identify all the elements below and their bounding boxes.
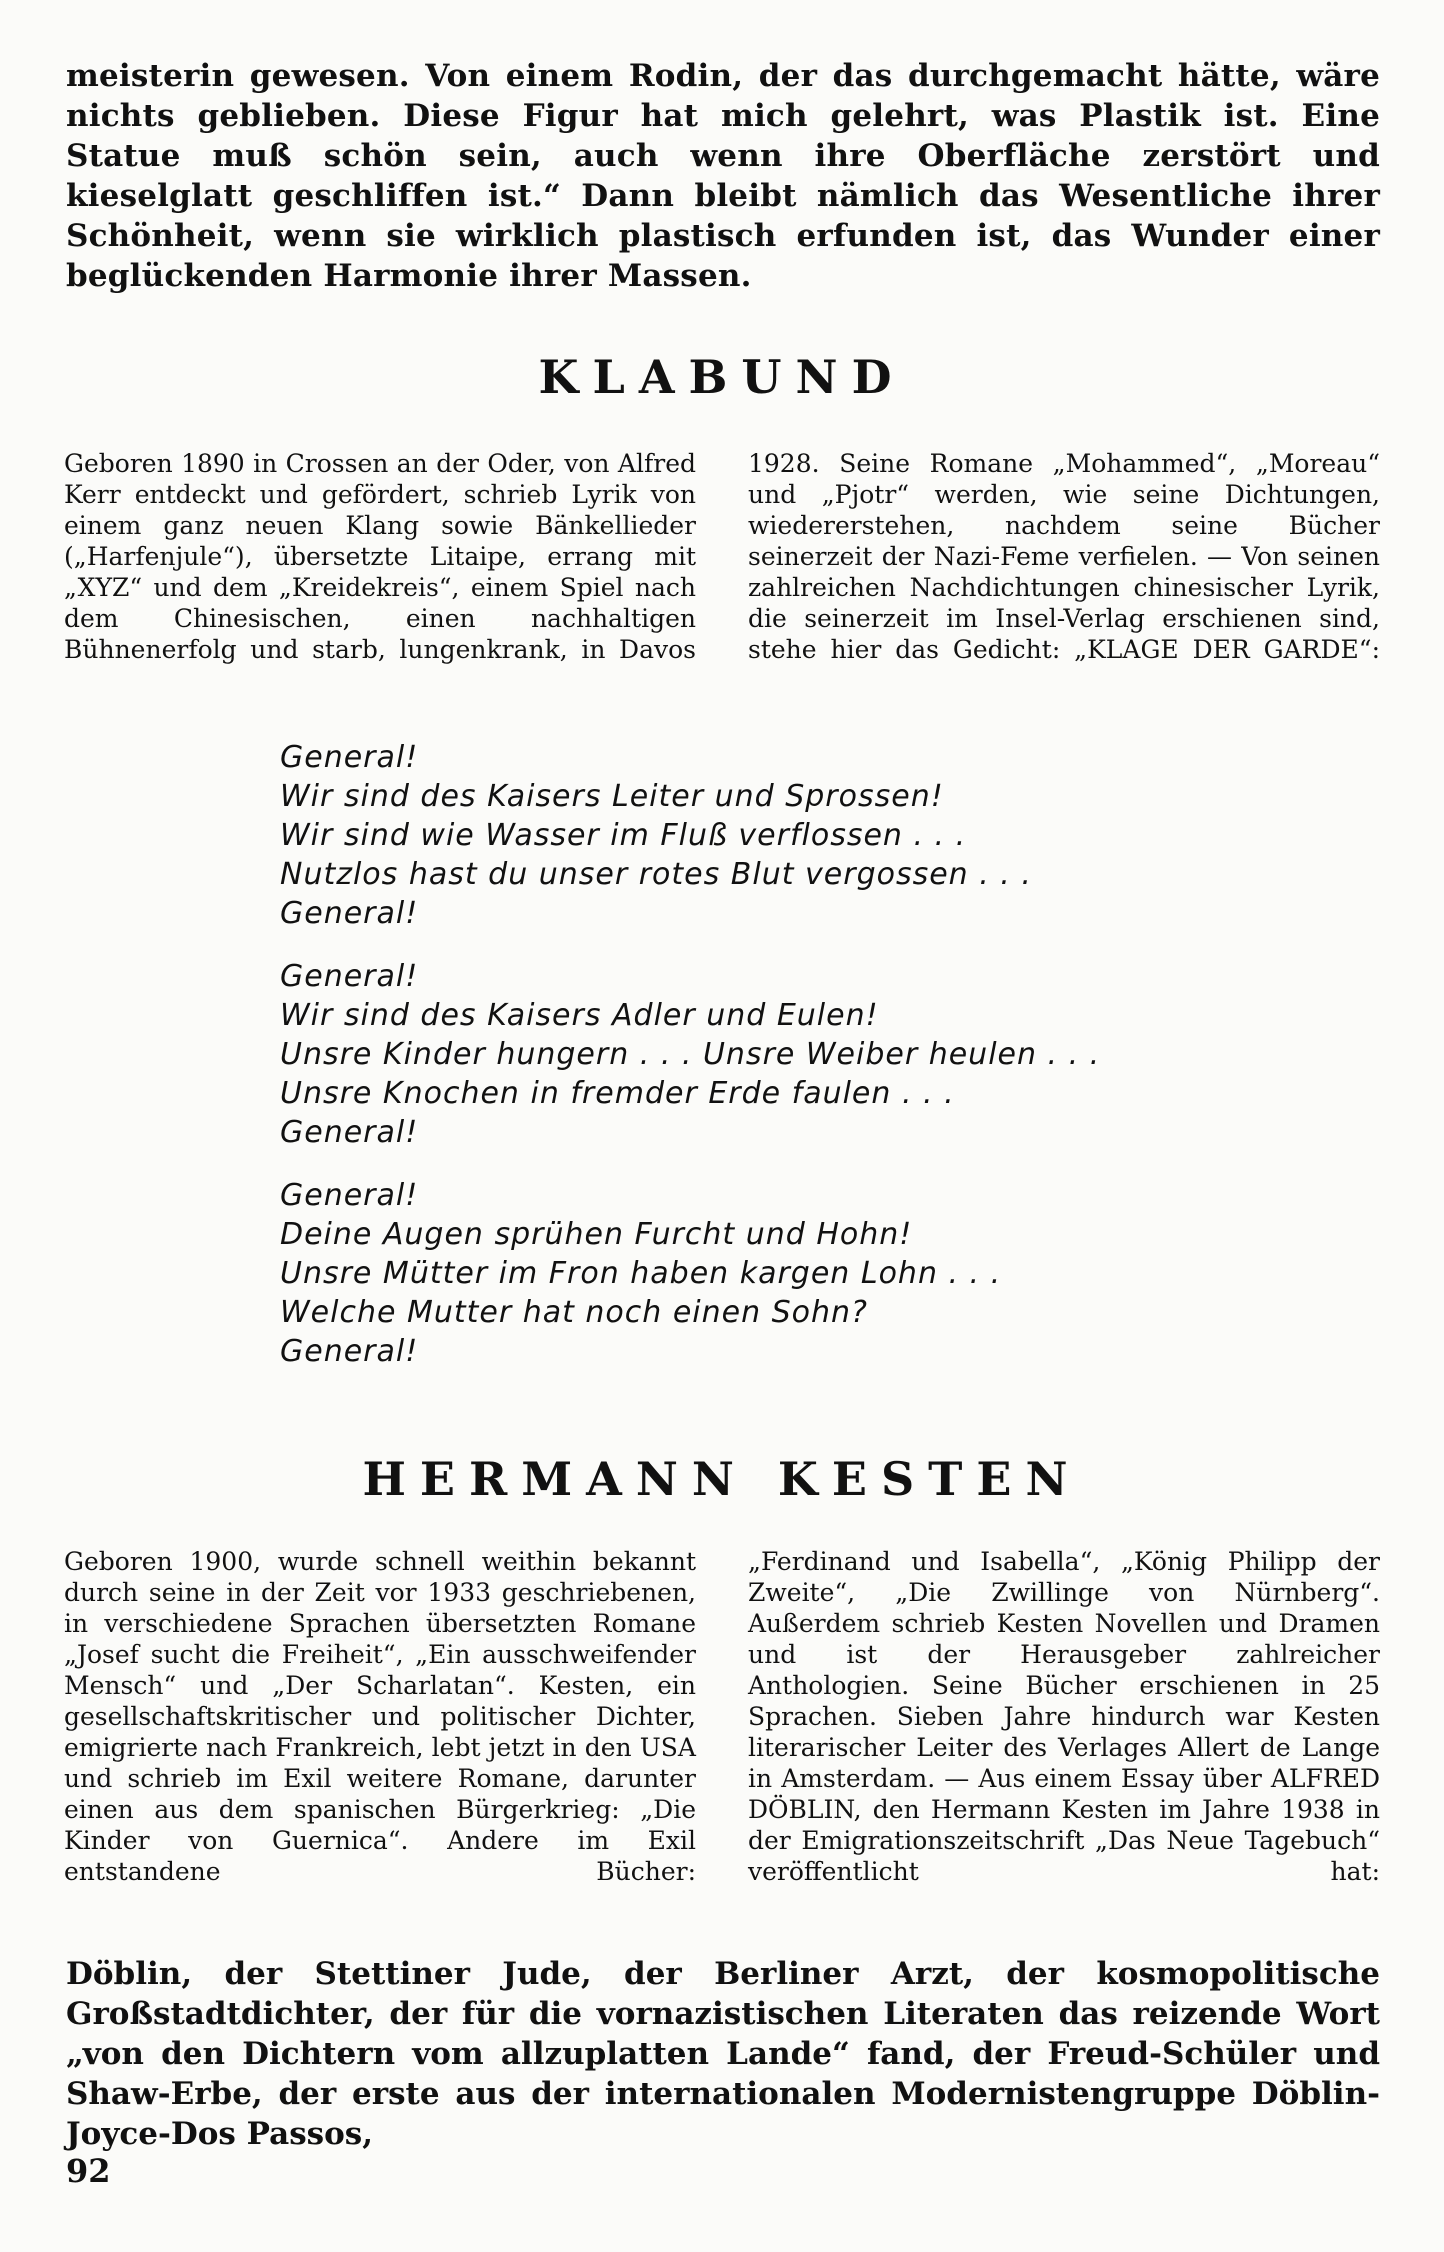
intro-paragraph: meisterin gewesen. Von einem Rodin, der das durchgemacht hätte, wäre nichts geblieben. Diese Figur hat mich gelehrt, was Plastik ist. Eine Statue muß schön sein, auch wenn ihre Oberfläche zerstört und kieselglatt geschliffen ist.“ Dann bleibt nämlich das Wesentliche ihrer Schönheit, wenn sie wirklich plastisch erfunden ist, das Wunder einer beglückenden Harmonie ihrer Massen. (66, 58, 1380, 294)
poem-stanza (280, 957, 1180, 1152)
poem-line: General! (280, 1178, 419, 1213)
poem-line: Wir sind wie Wasser im Fluß verflossen . . . (280, 818, 967, 853)
poem-line: Unsre Kinder hungern . . . Unsre Weiber heulen . . . (280, 1037, 1101, 1072)
poem-line: Unsre Mütter im Fron haben kargen Lohn . . . (280, 1256, 1002, 1291)
poem-line: General! (280, 740, 419, 775)
kesten-bio-right: „Ferdinand und Isabella“, „König Philipp der Zweite“, „Die Zwillinge von Nürnberg“. Außerdem schrieb Kesten Novellen und Dramen und ist der Herausgeber zahlreicher Anthologien. Seine Bücher erschienen in 25 Sprachen. Sieben Jahre hindurch war Kesten literarischer Leiter des Verlages Allert de Lange in Amsterdam. — Aus einem Essay über ALFRED DÖBLIN, den Hermann Kesten im Jahre 1938 in der Emigrationszeitschrift „Das Neue Tagebuch“ veröffentlicht hat: (748, 1547, 1380, 1886)
poem-line: Nutzlos hast du unser rotes Blut vergossen . . . (280, 857, 1032, 892)
kesten-heading: HERMANN KESTEN (362, 1452, 1082, 1506)
poem-line: General! (280, 959, 419, 994)
poem-line: Wir sind des Kaisers Adler und Eulen! (280, 998, 879, 1033)
poem-line: Unsre Knochen in fremder Erde faulen . . . (280, 1076, 955, 1111)
kesten-bio-left: Geboren 1900, wurde schnell weithin bekannt durch seine in der Zeit vor 1933 geschriebenen, in verschiedene Sprachen übersetzten Romane „Josef sucht die Freiheit“, „Ein ausschweifender Mensch“ und „Der Scharlatan“. Kesten, ein gesellschaftskritischer und politischer Dichter, emigrierte nach Frankreich, lebt jetzt in den USA und schrieb im Exil weitere Romane, darunter einen aus dem spanischen Bürgerkrieg: „Die Kinder von Guernica“. Andere im Exil entstandene Bücher: (64, 1547, 696, 1886)
poem-line: General! (280, 1334, 419, 1369)
poem-line: Deine Augen sprühen Furcht und Hohn! (280, 1217, 913, 1252)
poem-klage-der-garde (280, 738, 1180, 1395)
klabund-bio-right: 1928. Seine Romane „Mohammed“, „Moreau“ und „Pjotr“ werden, wie seine Dichtungen, wiedererstehen, nachdem seine Bücher seinerzeit der Nazi-Feme verfielen. — Von seinen zahlreichen Nachdichtungen chinesischer Lyrik, die seinerzeit im Insel-Verlag erschienen sind, stehe hier das Gedicht: „KLAGE DER GARDE“: (748, 449, 1380, 664)
page-number: 92 (66, 2152, 111, 2190)
poem-stanza (280, 738, 1180, 933)
poem-line: Wir sind des Kaisers Leiter und Sprossen! (280, 779, 944, 814)
poem-line: General! (280, 1115, 419, 1150)
poem-line: General! (280, 896, 419, 931)
doeblin-essay-paragraph: Döblin, der Stettiner Jude, der Berliner Arzt, der kosmopolitische Großstadtdichter, der für die vornazistischen Literaten das reizende Wort „von den Dichtern vom allzuplatten Lande“ fand, der Freud-Schüler und Shaw-Erbe, der erste aus der internationalen Modernistengruppe Döblin-Joyce-Dos Passos, (66, 1956, 1380, 2152)
klabund-heading: KLABUND (538, 350, 906, 404)
klabund-bio-left: Geboren 1890 in Crossen an der Oder, von Alfred Kerr entdeckt und gefördert, schrieb Lyrik von einem ganz neuen Klang sowie Bänkellieder („Harfenjule“), übersetzte Litaipe, errang mit „XYZ“ und dem „Kreidekreis“, einem Spiel nach dem Chinesischen, einen nachhaltigen Bühnenerfolg und starb, lungenkrank, in Davos (64, 449, 696, 664)
poem-stanza (280, 1176, 1180, 1371)
poem-line: Welche Mutter hat noch einen Sohn? (280, 1295, 868, 1330)
